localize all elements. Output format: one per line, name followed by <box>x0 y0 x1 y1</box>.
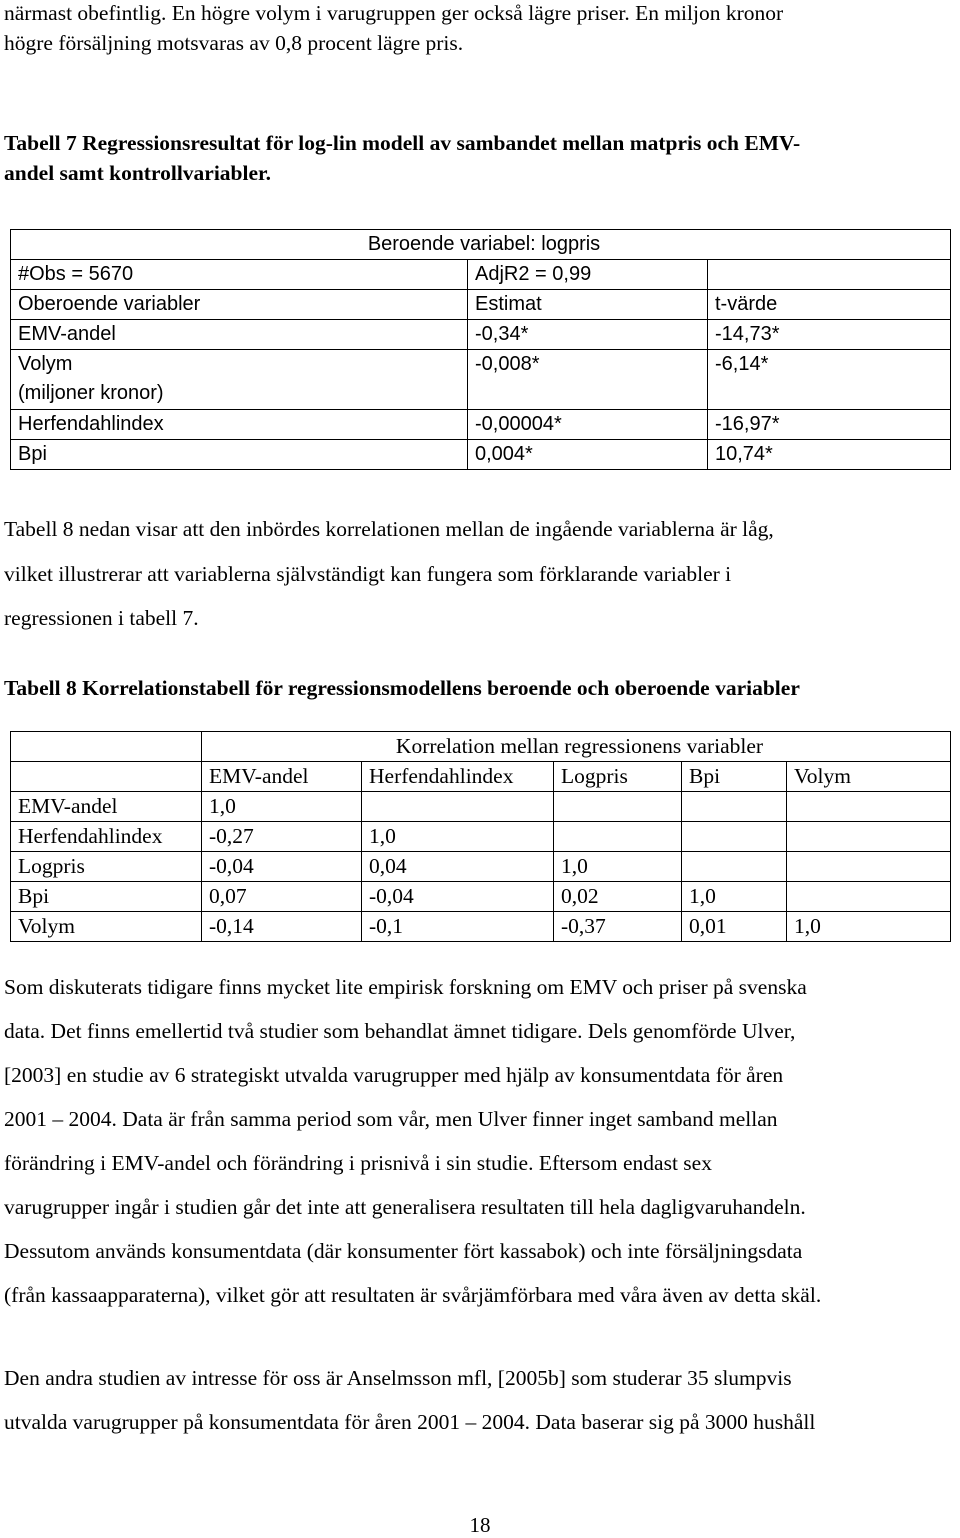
value-cell <box>787 852 951 882</box>
estimate-cell: -0,008* <box>468 350 708 410</box>
table-row <box>11 320 951 350</box>
value-cell: -0,04 <box>202 852 362 882</box>
column-header: Volym <box>787 762 951 792</box>
value-cell: 1,0 <box>362 822 554 852</box>
row-label-line: (miljoner kronor) <box>18 382 164 404</box>
obs-cell: #Obs = 5670 <box>11 260 468 290</box>
column-header: t-värde <box>708 290 951 320</box>
correlation-table <box>10 731 951 942</box>
row-label: Herfendahlindex <box>11 410 468 440</box>
text-line: förändring i EMV-andel och förändring i prisnivå i sin studie. Eftersom endast sex <box>4 1151 712 1175</box>
text-line: Tabell 8 nedan visar att den inbördes korrelationen mellan de ingående variablerna är låg, <box>4 517 774 541</box>
value-cell <box>362 792 554 822</box>
column-header: Oberoende variabler <box>11 290 468 320</box>
caption-line: Tabell 7 Regressionsresultat för log-lin modell av sambandet mellan matpris och EMV- <box>4 131 801 155</box>
text-line: högre försäljning motsvaras av 0,8 procent lägre pris. <box>4 31 464 55</box>
value-cell: -0,37 <box>554 912 682 942</box>
table7-caption <box>4 128 800 188</box>
text-line: [2003] en studie av 6 strategiskt utvalda varugrupper med hjälp av konsumentdata för åren <box>4 1063 784 1087</box>
row-label: Herfendahlindex <box>11 822 202 852</box>
row-label: EMV-andel <box>11 320 468 350</box>
t-value-cell: -6,14* <box>708 350 951 410</box>
value-cell: -0,14 <box>202 912 362 942</box>
value-cell: 0,04 <box>362 852 554 882</box>
intro-paragraph <box>4 0 783 58</box>
estimate-cell: 0,004* <box>468 440 708 470</box>
paragraph-second-study <box>4 1356 815 1444</box>
value-cell: 0,02 <box>554 882 682 912</box>
empty-corner-cell <box>11 762 202 792</box>
table-row <box>11 410 951 440</box>
column-header: Logpris <box>554 762 682 792</box>
paragraph-table8-intro <box>4 507 774 641</box>
caption-line: andel samt kontrollvariabler. <box>4 161 271 185</box>
t-value-cell: -16,97* <box>708 410 951 440</box>
column-header-row <box>11 762 951 792</box>
value-cell <box>787 792 951 822</box>
value-cell <box>682 822 787 852</box>
estimate-cell: -0,34* <box>468 320 708 350</box>
value-cell: -0,27 <box>202 822 362 852</box>
text-line: varugrupper ingår i studien går det inte att generalisera resultaten till hela dagligvaruhandeln. <box>4 1195 806 1219</box>
regression-table <box>10 229 951 470</box>
column-header-row <box>11 290 951 320</box>
column-header: EMV-andel <box>202 762 362 792</box>
value-cell <box>554 822 682 852</box>
t-value-cell: -14,73* <box>708 320 951 350</box>
table-row <box>11 882 951 912</box>
row-label: Volym <box>11 912 202 942</box>
text-line: vilket illustrerar att variablerna självständigt kan fungera som förklarande variabler i <box>4 561 732 586</box>
value-cell: 1,0 <box>202 792 362 822</box>
value-cell: 1,0 <box>682 882 787 912</box>
text-line: Dessutom används konsumentdata (där konsumenter fört kassabok) och inte försäljningsdata <box>4 1239 803 1263</box>
row-label: Bpi <box>11 440 468 470</box>
row-label: Logpris <box>11 852 202 882</box>
value-cell: 0,01 <box>682 912 787 942</box>
value-cell <box>682 792 787 822</box>
table-row <box>11 912 951 942</box>
table-row <box>11 350 951 410</box>
row-label: EMV-andel <box>11 792 202 822</box>
t-value-cell: 10,74* <box>708 440 951 470</box>
column-header: Estimat <box>468 290 708 320</box>
value-cell <box>682 852 787 882</box>
text-line: Den andra studien av intresse för oss är Anselmsson mfl, [2005b] som studerar 35 slumpvis <box>4 1366 792 1390</box>
table-row <box>11 792 951 822</box>
row-label <box>11 350 468 410</box>
table8-caption <box>4 673 800 703</box>
row-label: Bpi <box>11 882 202 912</box>
value-cell <box>554 792 682 822</box>
value-cell <box>787 882 951 912</box>
text-line: 2001 – 2004. Data är från samma period som vår, men Ulver finner inget samband mellan <box>4 1107 778 1131</box>
adjr2-cell: AdjR2 = 0,99 <box>468 260 708 290</box>
table-row <box>11 852 951 882</box>
text-line: regressionen i tabell 7. <box>4 606 199 630</box>
value-cell: -0,04 <box>362 882 554 912</box>
text-line: utvalda varugrupper på konsumentdata för åren 2001 – 2004. Data baserar sig på 3000 hushåll <box>4 1410 816 1434</box>
empty-cell <box>708 260 951 290</box>
column-header: Bpi <box>682 762 787 792</box>
column-header: Herfendahlindex <box>362 762 554 792</box>
table-row <box>11 440 951 470</box>
page-number: 18 <box>469 1513 491 1537</box>
value-cell <box>787 822 951 852</box>
value-cell: -0,1 <box>362 912 554 942</box>
text-line: Som diskuterats tidigare finns mycket lite empirisk forskning om EMV och priser på svenska <box>4 975 807 999</box>
value-cell: 1,0 <box>787 912 951 942</box>
table-header: Korrelation mellan regressionens variabler <box>202 732 951 762</box>
table-row <box>11 822 951 852</box>
text-line: data. Det finns emellertid två studier som behandlat ämnet tidigare. Dels genomförde Ulver, <box>4 1019 796 1043</box>
value-cell: 0,07 <box>202 882 362 912</box>
caption-line: Tabell 8 Korrelationstabell för regressionsmodellens beroende och oberoende variabler <box>4 676 800 700</box>
text-line: (från kassaapparaterna), vilket gör att resultaten är svårjämförbara med våra även av detta skäl. <box>4 1283 822 1307</box>
value-cell: 1,0 <box>554 852 682 882</box>
paragraph-previous-studies <box>4 965 821 1317</box>
empty-corner-cell <box>11 732 202 762</box>
text-line: närmast obefintlig. En högre volym i varugruppen ger också lägre priser. En miljon kronor <box>4 1 784 25</box>
table-header: Beroende variabel: logpris <box>11 230 951 260</box>
row-label-line: Volym <box>18 353 73 375</box>
estimate-cell: -0,00004* <box>468 410 708 440</box>
